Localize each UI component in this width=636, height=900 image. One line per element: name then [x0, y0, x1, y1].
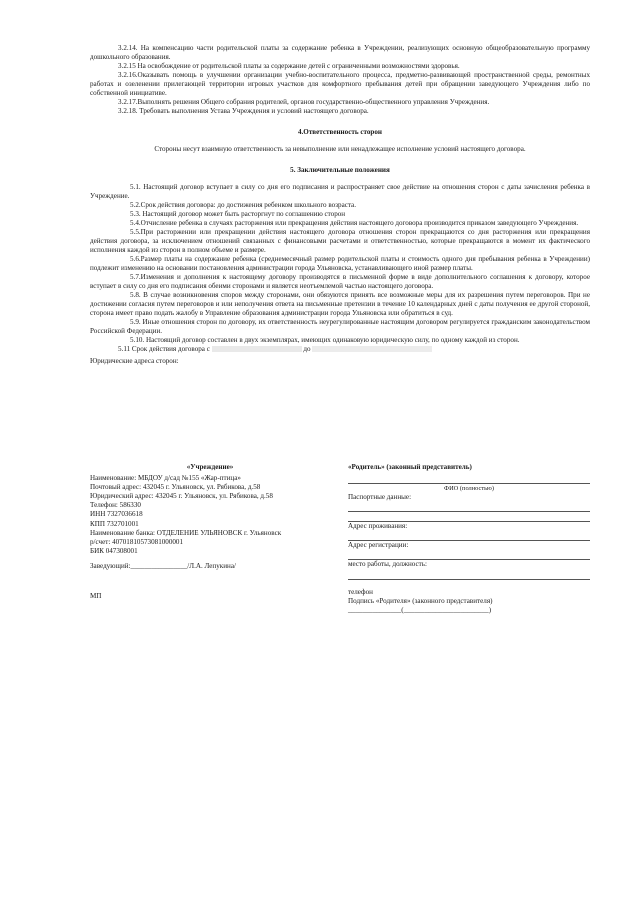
registration-label: Адрес регистрации:	[348, 541, 409, 550]
parent-column	[348, 463, 590, 615]
clause-5-11-mid: до	[303, 345, 311, 353]
phone-label: телефон	[348, 587, 373, 596]
redacted-start-date	[212, 346, 302, 352]
registration-line	[348, 550, 590, 560]
clause-5-11	[90, 345, 590, 354]
clause-5-1: 5.1. Настоящий договор вступает в силу со дня его подписания и распространяет свое действие на отношения сторон с даты зачисления ребенка в Учреждение.	[90, 183, 590, 200]
work-label: место работы, должность:	[348, 560, 427, 569]
fio-line	[348, 474, 590, 484]
fio-caption: ФИО (полностью)	[444, 485, 494, 493]
section-4-title: 4.Ответственность сторон	[297, 128, 383, 136]
parent-signature-label: Подпись «Родителя» (законного представителя)	[348, 596, 493, 605]
clause-5-10: 5.10. Настоящий договор составлен в двух экземплярах, имеющих одинаковую юридическую силу, по одному каждой из сторон.	[130, 336, 520, 344]
clause-5-2: 5.2.Срок действия договора: до достижения ребенком школьного возраста.	[130, 201, 356, 209]
institution-line: Юридический адрес: 432045 г. Ульяновск, ул. Рябикова, д.58	[90, 492, 273, 501]
institution-line: ИНН 7327036618	[90, 510, 143, 519]
contract-body	[90, 44, 590, 366]
work-line	[348, 570, 590, 580]
clause-5-11-prefix: 5.11 Срок действия договора с	[118, 345, 210, 353]
addresses-label: Юридические адреса сторон:	[90, 357, 179, 365]
passport-line	[348, 502, 590, 512]
redacted-end-date	[312, 346, 432, 352]
clause-5-5: 5.5.При расторжении или прекращении действия настоящего договора отношения сторон прекращаются со дня расторжения или прекращения действия договора, за исключением отношений связанных с финансовыми расчетами и ответственностью, которые прекращаются в момент их фактического исполнения каждой из сторон в полном объеме и размере.	[90, 228, 590, 254]
stamp-mark: МП	[90, 592, 102, 600]
institution-line: р/счет: 40701810573081000001	[90, 537, 184, 546]
institution-line: Телефон: 586330	[90, 501, 141, 510]
clause-5-4: 5.4.Отчисление ребенка в случаях расторжения или прекращения действия настоящего договора производится приказом заведующего Учреждения.	[130, 219, 579, 227]
clause-3-2-18: 3.2.18. Требовать выполнения Устава Учреждения и условий настоящего договора.	[118, 107, 369, 115]
clause-5-6: 5.6.Размер платы на содержание ребенка (среднемесячный размер родительской платы и стоимость одного дня пребывания ребенка в Учреждении) подлежит изменению на основании постановления администрации города Ульяновска, устанавливающего иной размер платы.	[90, 255, 590, 272]
institution-line: БИК 047308001	[90, 546, 138, 555]
section-4-text: Стороны несут взаимную ответственность за невыполнение или ненадлежащее исполнение условий настоящего договора.	[154, 145, 526, 153]
clause-3-2-15: 3.2.15 На освобождение от родительской платы за содержание детей с ограниченными возможностями здоровья.	[118, 62, 460, 70]
clause-3-2-16: 3.2.16.Оказывать помощь в улучшении организации учебно-воспитательного процесса, предметно-развивающей пространственной среды, ремонтных работах и озеленении прилегающей территории игровых участков для комфортного пребывания детей при обращении заведующего Учреждения либо по собственной инициативе.	[90, 71, 590, 97]
section-5-title: 5. Заключительные положения	[290, 166, 390, 174]
head-signature-line: Заведующий:________________/Л.А. Лепукина/	[90, 561, 236, 570]
passport-line-2	[348, 512, 590, 522]
parent-signature-line: _______________(________________________)	[348, 605, 492, 614]
residence-label: Адрес проживания:	[348, 522, 408, 531]
passport-label: Паспортные данные:	[348, 493, 412, 502]
institution-line: Наименование: МБДОУ д/сад №155 «Жар-птица»	[90, 474, 241, 483]
clause-5-9: 5.9. Иные отношения сторон по договору, их ответственность неурегулированные настоящим договором регулируется гражданским законодательством Российской Федерации.	[90, 318, 590, 335]
parent-title: «Родитель» (законный представитель)	[348, 463, 472, 471]
clause-3-2-14: 3.2.14. На компенсацию части родительской платы за содержание ребенка в Учреждении, реализующих основную общеобразовательную программу дошкольного образования.	[90, 44, 590, 61]
institution-line: Почтовый адрес: 432045 г. Ульяновск, ул. Рябикова, д.58	[90, 483, 261, 492]
clause-5-7: 5.7.Изменения и дополнения к настоящему договору производятся в письменной форме в виде дополнительного соглашения к договору, которое вступает в силу со дня его подписания обеими сторонами и является неотъемлемой частью настоящего договора.	[90, 273, 590, 290]
institution-title: «Учреждение»	[186, 463, 234, 471]
clause-3-2-17: 3.2.17.Выполнять решения Общего собрания родителей, органов государственно-общественного управления Учреждения.	[118, 98, 490, 106]
clause-5-8: 5.8. В случае возникновения споров между сторонами, они обязуются принять все возможные меры для их разрешения путем переговоров. При не достижении согласия путем переговоров и или неполучения ответа на письменные претензии в течение 10 календарных дней с даты получения ее другой стороной, сторона имеет право подать жалобу в Управление образования администрации города Ульяновска или обратиться в суд.	[90, 291, 590, 317]
clause-5-3: 5.3. Настоящий договор может быть расторгнут по соглашению сторон	[130, 210, 346, 218]
institution-line: КПП 732701001	[90, 519, 139, 528]
institution-line: Наименование банка: ОТДЕЛЕНИЕ УЛЬЯНОВСК г. Ульяновск	[90, 528, 282, 537]
residence-line	[348, 531, 590, 541]
institution-column	[90, 463, 330, 600]
